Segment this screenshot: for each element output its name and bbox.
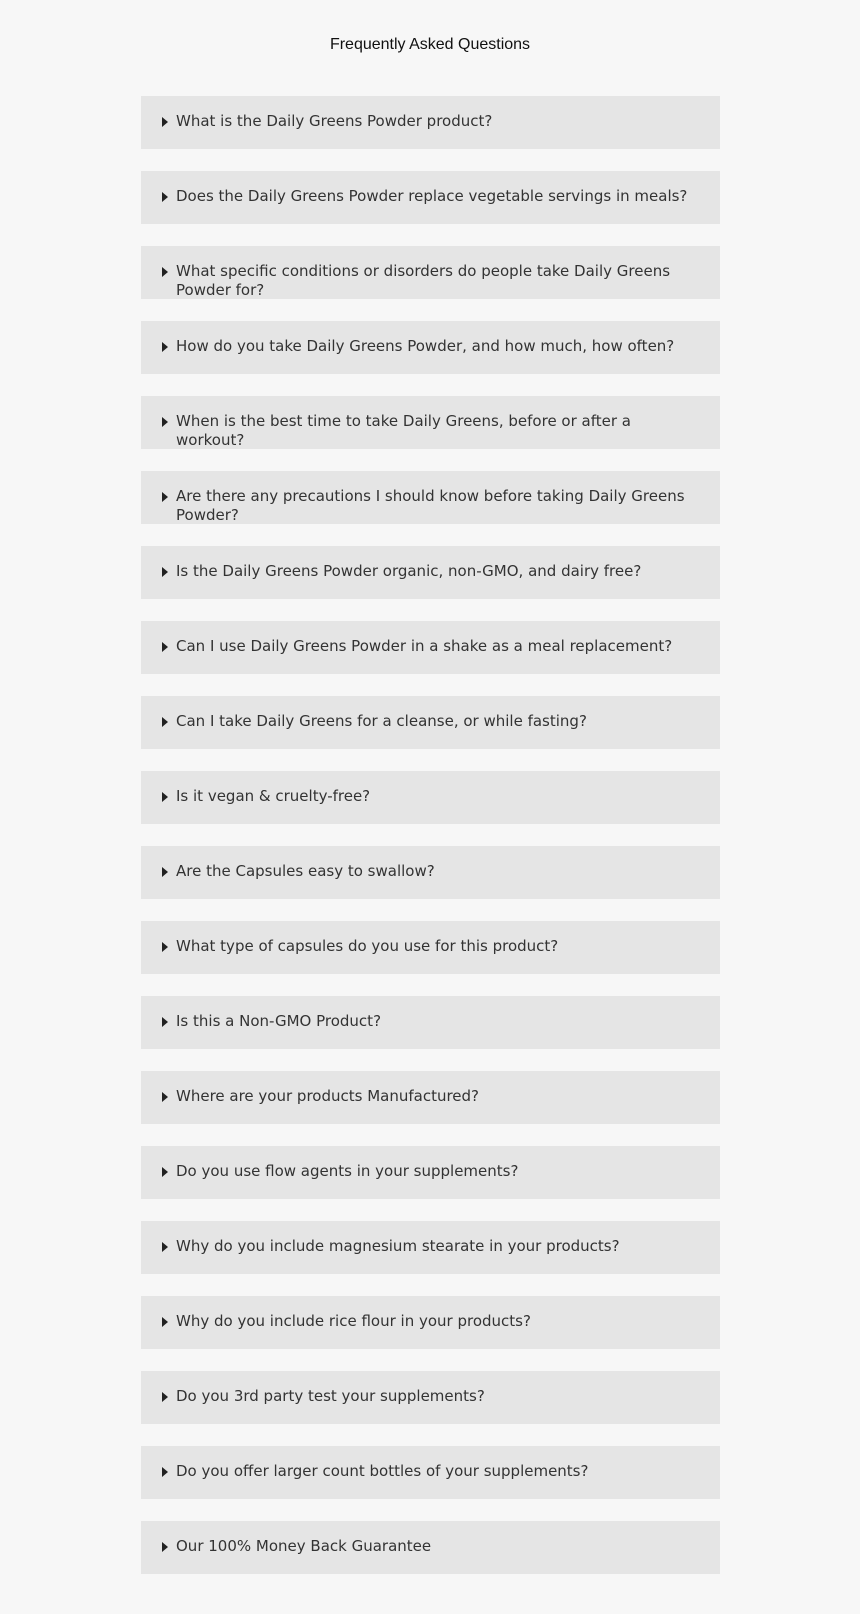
faq-question: Is this a Non-GMO Product? [176, 1012, 382, 1030]
faq-question: What is the Daily Greens Powder product? [176, 112, 493, 130]
caret-right-icon [162, 1167, 168, 1177]
faq-question: When is the best time to take Daily Greens, before or after a workout? [176, 412, 631, 449]
faq-item-15[interactable] [141, 1146, 720, 1199]
faq-question: Are there any precautions I should know before taking Daily Greens Powder? [176, 487, 685, 524]
faq-question: Is it vegan & cruelty-free? [176, 787, 371, 805]
caret-right-icon [162, 1242, 168, 1252]
faq-question: Can I take Daily Greens for a cleanse, or while fasting? [176, 712, 587, 730]
faq-item-3[interactable] [141, 246, 720, 299]
faq-question: Why do you include magnesium stearate in your products? [176, 1237, 620, 1255]
faq-item-10[interactable] [141, 771, 720, 824]
faq-question: Why do you include rice flour in your products? [176, 1312, 531, 1330]
faq-item-2[interactable] [141, 171, 720, 224]
caret-right-icon [162, 417, 168, 427]
faq-item-4[interactable] [141, 321, 720, 374]
faq-question: What type of capsules do you use for this product? [176, 937, 559, 955]
faq-item-13[interactable] [141, 996, 720, 1049]
caret-right-icon [162, 342, 168, 352]
caret-right-icon [162, 642, 168, 652]
faq-question: Where are your products Manufactured? [176, 1087, 480, 1105]
caret-right-icon [162, 492, 168, 502]
caret-right-icon [162, 192, 168, 202]
faq-question: Are the Capsules easy to swallow? [176, 862, 435, 880]
faq-question: Do you use flow agents in your supplements? [176, 1162, 519, 1180]
faq-item-11[interactable] [141, 846, 720, 899]
faq-item-14[interactable] [141, 1071, 720, 1124]
faq-item-6[interactable] [141, 471, 720, 524]
faq-item-12[interactable] [141, 921, 720, 974]
caret-right-icon [162, 567, 168, 577]
caret-right-icon [162, 867, 168, 877]
caret-right-icon [162, 1542, 168, 1552]
faq-item-16[interactable] [141, 1221, 720, 1274]
caret-right-icon [162, 117, 168, 127]
caret-right-icon [162, 267, 168, 277]
faq-item-5[interactable] [141, 396, 720, 449]
caret-right-icon [162, 1092, 168, 1102]
faq-item-9[interactable] [141, 696, 720, 749]
faq-question: Our 100% Money Back Guarantee [176, 1537, 432, 1555]
faq-item-18[interactable] [141, 1371, 720, 1424]
faq-question: Does the Daily Greens Powder replace vegetable servings in meals? [176, 187, 688, 205]
caret-right-icon [162, 792, 168, 802]
faq-item-8[interactable] [141, 621, 720, 674]
faq-list [141, 96, 720, 1596]
faq-question: Can I use Daily Greens Powder in a shake as a meal replacement? [176, 637, 673, 655]
caret-right-icon [162, 942, 168, 952]
faq-item-17[interactable] [141, 1296, 720, 1349]
faq-item-7[interactable] [141, 546, 720, 599]
faq-question: What specific conditions or disorders do people take Daily Greens Powder for? [176, 262, 671, 299]
faq-question: Do you 3rd party test your supplements? [176, 1387, 485, 1405]
faq-item-1[interactable] [141, 96, 720, 149]
faq-question: Is the Daily Greens Powder organic, non-GMO, and dairy free? [176, 562, 642, 580]
caret-right-icon [162, 1467, 168, 1477]
caret-right-icon [162, 717, 168, 727]
faq-item-20[interactable] [141, 1521, 720, 1574]
page-title: Frequently Asked Questions [329, 36, 531, 53]
caret-right-icon [162, 1392, 168, 1402]
caret-right-icon [162, 1017, 168, 1027]
caret-right-icon [162, 1317, 168, 1327]
faq-question: How do you take Daily Greens Powder, and how much, how often? [176, 337, 675, 355]
faq-question: Do you offer larger count bottles of your supplements? [176, 1462, 589, 1480]
faq-item-19[interactable] [141, 1446, 720, 1499]
